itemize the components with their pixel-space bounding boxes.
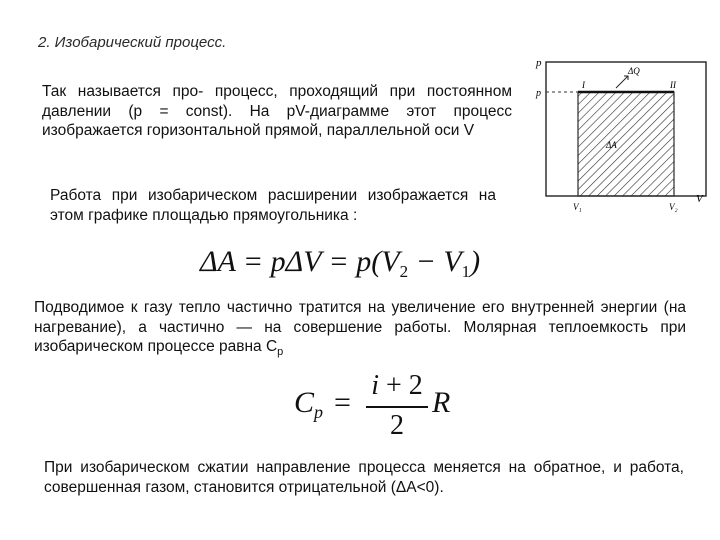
v1-label: V₁ [573,202,582,212]
work-formula-sub1: 1 [461,262,471,281]
cp-numerator-rest: + 2 [378,370,423,401]
pv-diagram [520,52,710,232]
point-1-label: I [582,80,585,90]
page-title: 2. Изобарический процесс. [38,34,227,51]
cp-denominator: 2 [390,410,404,441]
cp-equals: = [334,386,351,419]
heat-paragraph [34,298,686,363]
cp-subscript: p [314,402,324,422]
heat-paragraph-text: Подводимое к газу тепло частично тратится на увеличение его внутренней энергии (на нагревание), а частично — на совершение работы. Молярная теплоемкость при изобарическом процессе равна C [34,299,686,355]
heat-label: ΔQ [628,66,640,76]
area-label: ΔA [606,140,617,150]
work-paragraph: Работа при изобарическом расширении изображается на этом графике площадью прямоугольника : [50,187,496,224]
work-formula-main: ΔA = pΔV = p(V [200,245,400,278]
intro-paragraph: Так называется про- процесс, проходящий при постоянном давлении (p = const). На pV-диаграмме этот процесс изображается горизонтальной прямой, параллельной оси V [42,83,512,139]
cp-formula-lhs [294,386,323,423]
v2-label: V₂ [669,202,678,212]
cp-fraction-bar [366,406,428,408]
cp-symbol: C [294,386,315,419]
compression-paragraph: При изобарическом сжатии направление процесса меняется на обратное, и работа, совершенная газом, становится отрицательной (ΔA<0). [44,459,684,496]
axis-v-label: V [696,193,703,205]
work-area [578,92,674,196]
point-2-label: II [670,80,676,90]
work-formula-close: ) [470,245,481,278]
axis-p-label: p [536,57,542,69]
cp-numerator [366,370,428,402]
cp-formula [294,372,454,442]
heat-paragraph-sub: p [277,346,284,359]
p-tick-label: p [536,88,541,99]
work-formula-sub2: 2 [399,262,409,281]
cp-gas-constant: R [432,386,451,419]
work-formula-mid: − V [408,245,462,278]
cp-numerator-i: i [371,370,379,401]
work-formula [200,244,480,290]
